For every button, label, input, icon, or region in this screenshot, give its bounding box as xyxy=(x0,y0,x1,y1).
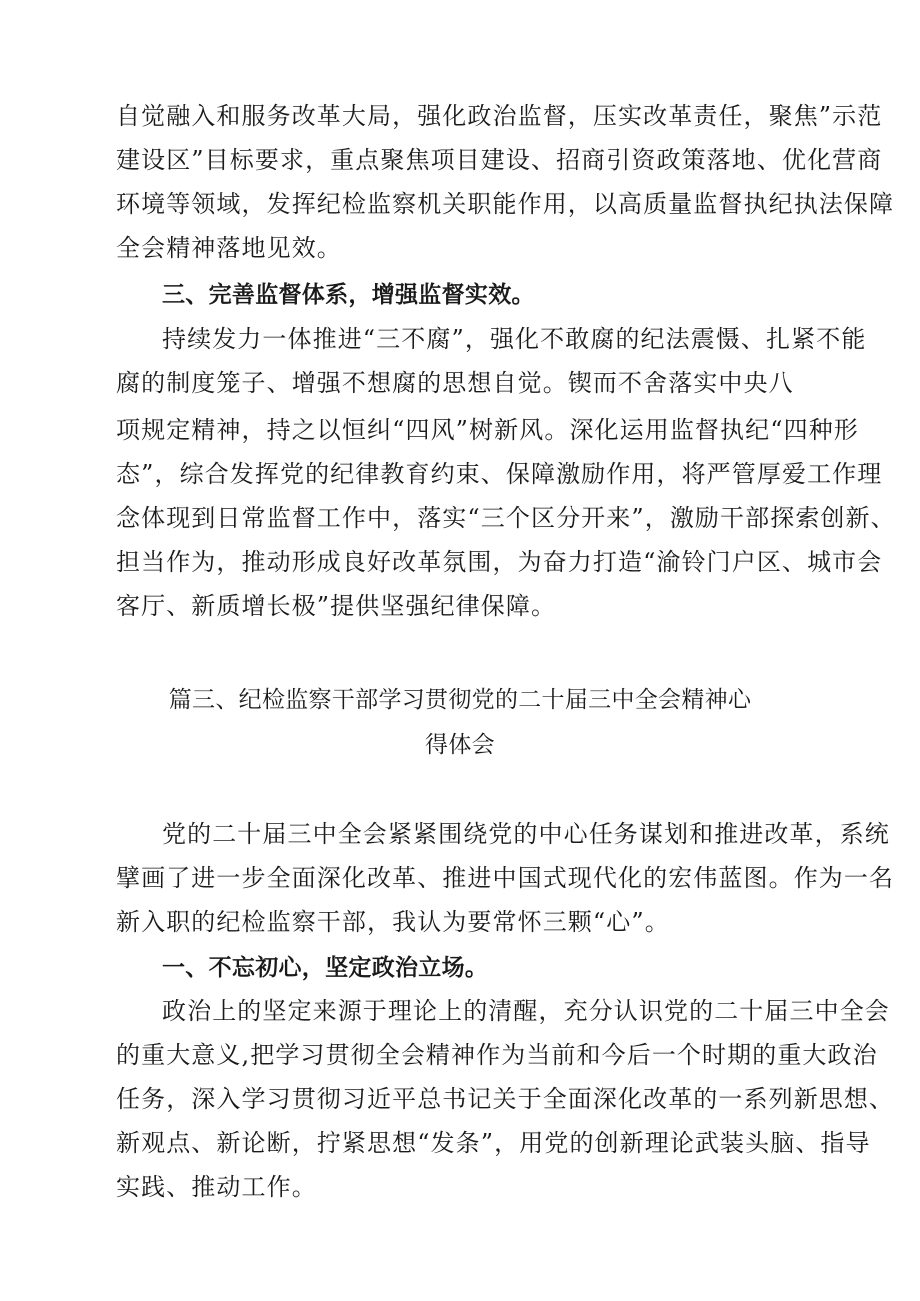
paragraph-line: 建设区”目标要求，重点聚焦项目建设、招商引资政策落地、优化营商 xyxy=(116,146,883,174)
paragraph-line: 腐的制度笼子、增强不想腐的思想自觉。锲而不舍落实中央八 xyxy=(116,369,794,397)
section-heading: 一、不忘初心，坚定政治立场。 xyxy=(162,955,489,981)
paragraph-line: 项规定精神，持之以恒纠“四风”树新风。深化运用监督执纪“四种形 xyxy=(116,416,859,444)
paragraph-line: 新入职的纪检监察干部，我认为要常怀三颗“心”。 xyxy=(116,908,670,936)
paragraph-line: 自觉融入和服务改革大局，强化政治监督，压实改革责任，聚焦”示范 xyxy=(116,102,883,130)
paragraph-line: 客厅、新质增长极”提供坚强纪律保障。 xyxy=(116,592,557,620)
paragraph-line: 环境等领域，发挥纪检监察机关职能作用，以高质量监督执纪执法保障 xyxy=(116,190,895,218)
paragraph-line: 持续发力一体推进“三不腐”，强化不敢腐的纪法震慑、扎紧不能 xyxy=(162,325,867,353)
paragraph-line: 新观点、新论断，拧紧思想“发条”，用党的创新理论武装头脑、指导 xyxy=(116,1129,871,1157)
paragraph-line: 担当作为，推动形成良好改革氛围，为奋力打造“渝铃门户区、城市会 xyxy=(116,548,883,576)
paragraph-line: 擘画了进一步全面深化改革、推进中国式现代化的宏伟蓝图。作为一名 xyxy=(116,864,895,892)
paragraph-line: 的重大意义,把学习贯彻全会精神作为当前和今后一个时期的重大政治 xyxy=(116,1041,878,1069)
paragraph-line: 全会精神落地见效。 xyxy=(116,234,342,262)
section-heading: 三、完善监督体系，增强监督实效。 xyxy=(162,282,535,308)
paragraph-line: 态”，综合发挥党的纪律教育约束、保障激励作用，将严管厚爱工作理 xyxy=(116,460,883,488)
paragraph-line: 念体现到日常监督工作中，落实“三个区分开来”，激励干部探索创新、 xyxy=(116,504,896,532)
article-title-line: 得体会 xyxy=(425,732,495,758)
paragraph-line: 政治上的坚定来源于理论上的清醒，充分认识党的二十届三中全会 xyxy=(162,997,890,1025)
paragraph-line: 党的二十届三中全会紧紧围绕党的中心任务谋划和推进改革，系统 xyxy=(162,820,890,848)
paragraph-line: 任务，深入学习贯彻习近平总书记关于全面深化改革的一系列新思想、 xyxy=(116,1085,895,1113)
paragraph-line: 实践、推动工作。 xyxy=(116,1173,317,1201)
article-title-line: 篇三、纪检监察干部学习贯彻党的二十届三中全会精神心 xyxy=(168,687,752,713)
